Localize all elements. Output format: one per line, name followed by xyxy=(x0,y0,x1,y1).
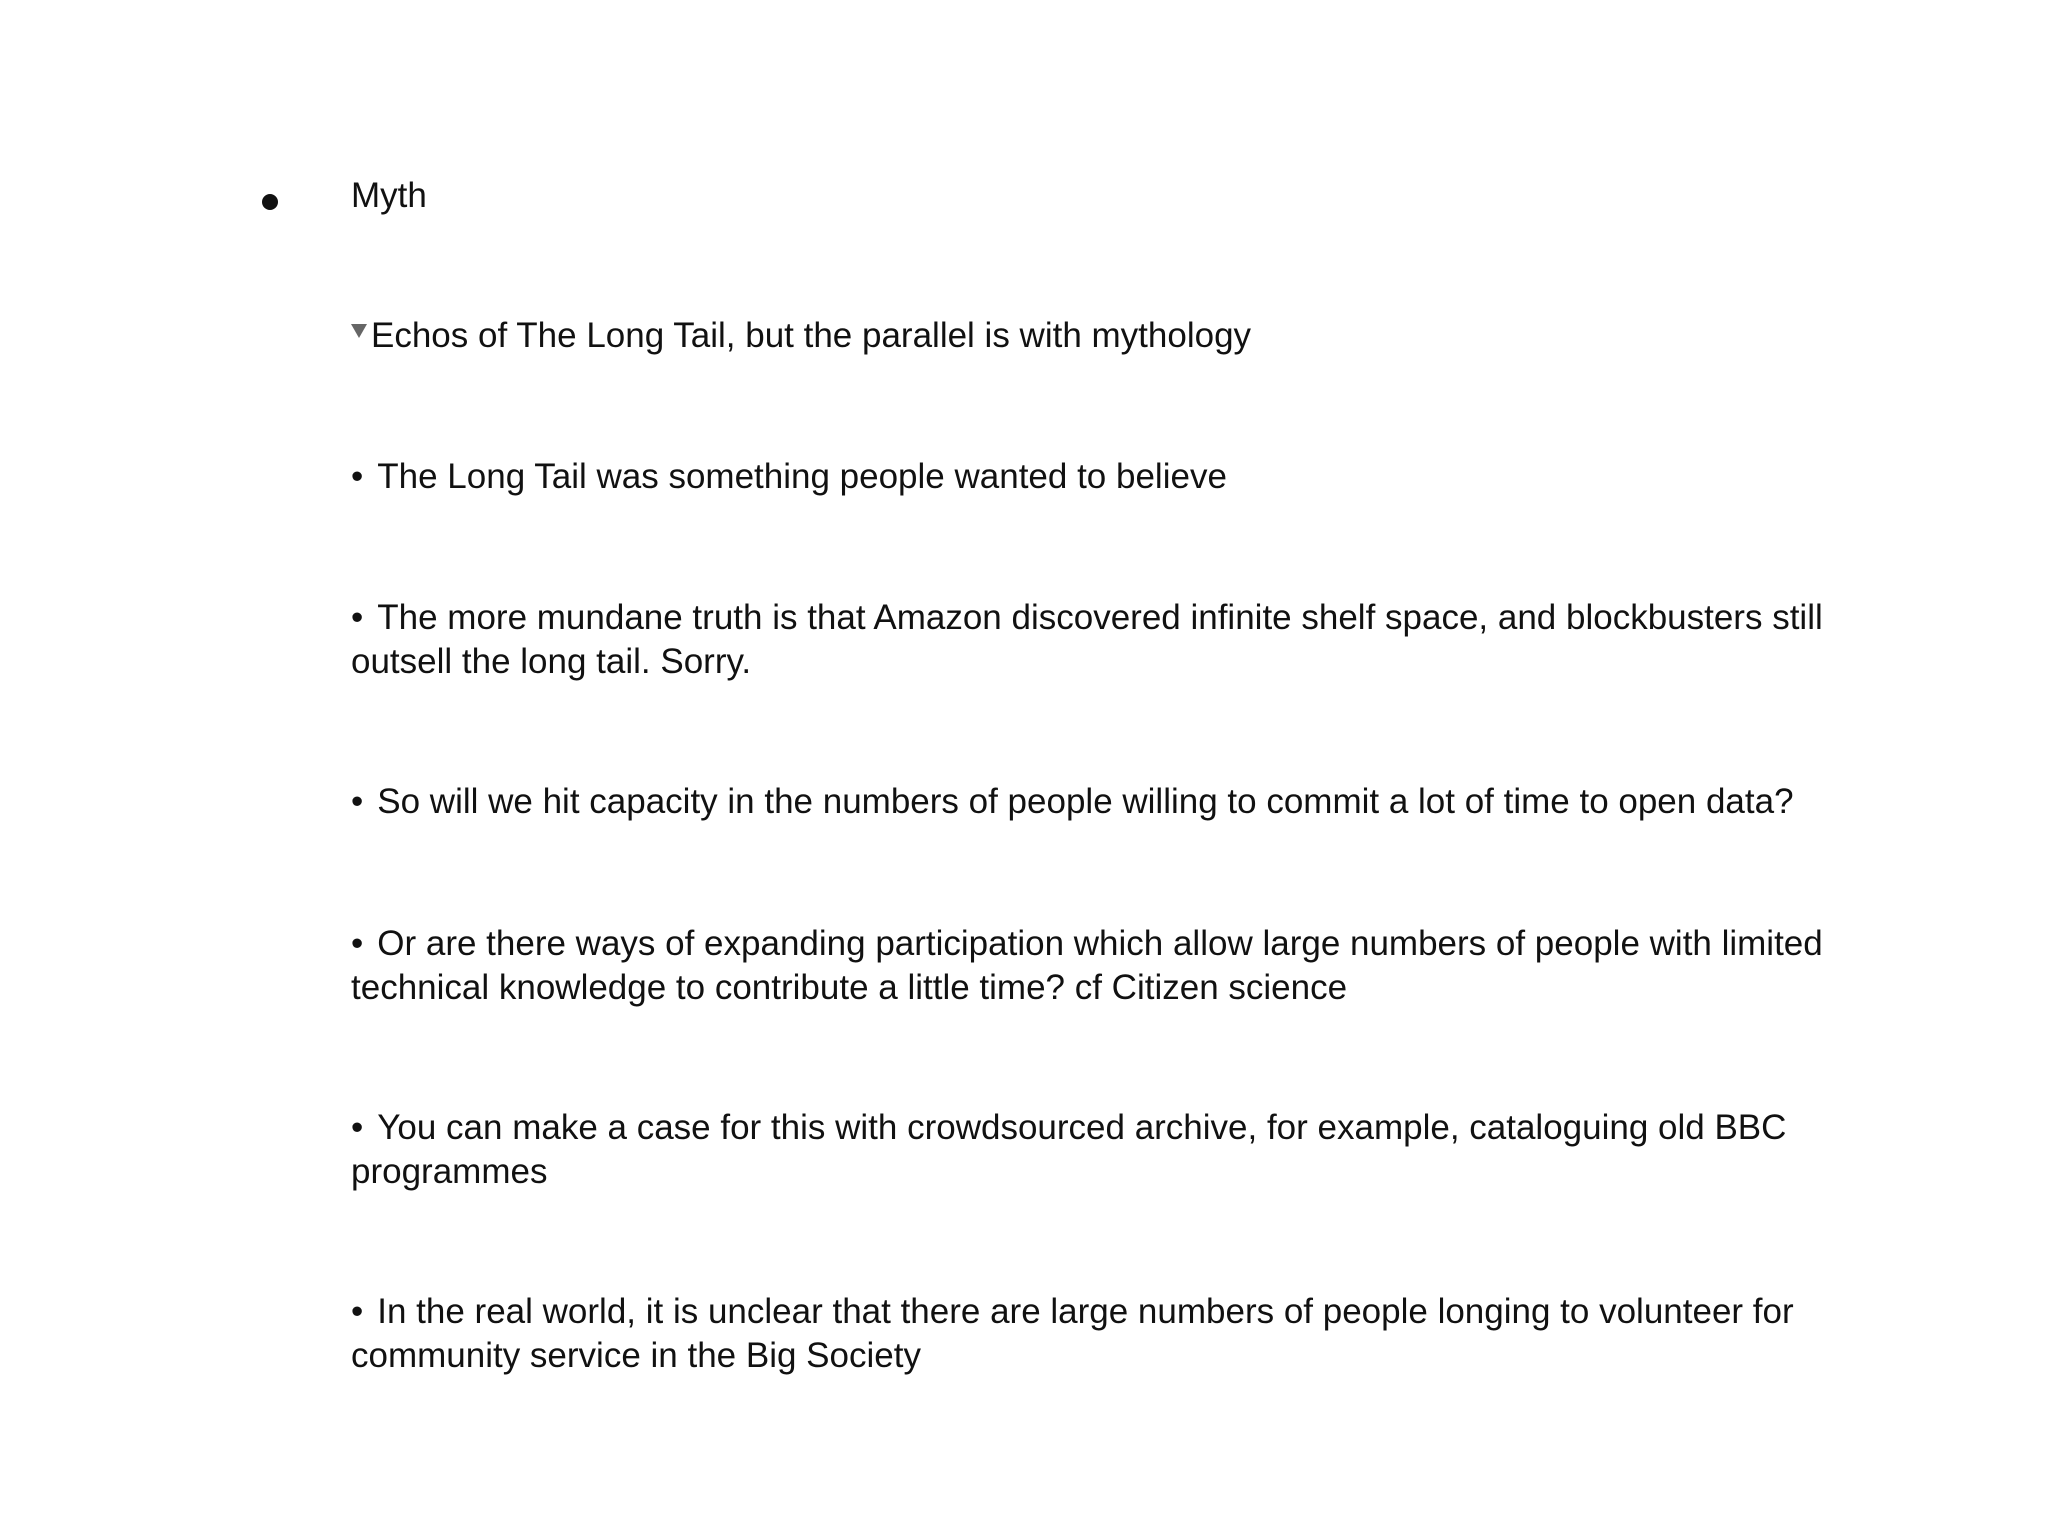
list-item xyxy=(351,455,1871,499)
bullet-icon: • xyxy=(351,1108,364,1147)
list-item-text: The Long Tail was something people wanted to believe xyxy=(377,457,1227,496)
toggle-line xyxy=(351,314,1251,358)
toggle-text: Echos of The Long Tail, but the parallel is with mythology xyxy=(371,316,1252,355)
list-item xyxy=(351,1290,1871,1378)
list-item-text: Or are there ways of expanding participation which allow large numbers of people with limited technical knowledge to contribute a little time? cf Citizen science xyxy=(351,924,1823,1007)
bullet-point-icon xyxy=(262,194,278,210)
list-item-text: The more mundane truth is that Amazon discovered infinite shelf space, and blockbusters still outsell the long tail. Sorry. xyxy=(351,598,1823,681)
list-item-text: You can make a case for this with crowdsourced archive, for example, cataloguing old BBC programmes xyxy=(351,1108,1787,1191)
list-item-text: In the real world, it is unclear that there are large numbers of people longing to volunteer for community service in the Big Society xyxy=(351,1292,1794,1375)
disclosure-triangle-icon[interactable] xyxy=(351,324,367,338)
list-item-text: So will we hit capacity in the numbers of people willing to commit a lot of time to open data? xyxy=(377,782,1794,821)
bullet-icon: • xyxy=(351,924,364,963)
bullet-icon: • xyxy=(351,598,364,637)
heading-myth: Myth xyxy=(351,176,427,215)
bullet-icon: • xyxy=(351,782,364,821)
bullet-icon: • xyxy=(351,457,364,496)
list-item xyxy=(351,596,1871,684)
bullet-icon: • xyxy=(351,1292,364,1331)
list-item xyxy=(351,922,1871,1010)
list-item xyxy=(351,1106,1871,1194)
list-item xyxy=(351,780,1871,824)
